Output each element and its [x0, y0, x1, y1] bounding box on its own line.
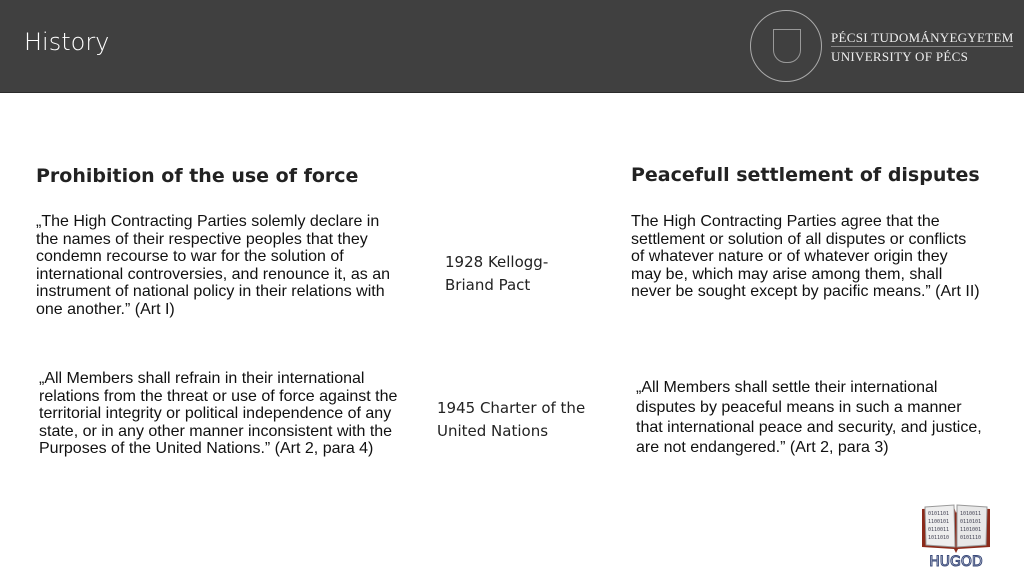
charter-settlement-quote: „All Members shall settle their international disputes by peaceful means in such a manner that international peace and security, and justice, are not endangered.” (Art 2, para 3) [636, 379, 982, 456]
kellogg-label: 1928 Kellogg-Briand Pact [445, 253, 549, 294]
svg-text:1011010: 1011010 [928, 535, 950, 541]
right-heading: Peacefull settlement of disputes [631, 164, 980, 186]
university-name-en: UNIVERSITY OF PÉCS [831, 49, 969, 64]
hugod-logo-text: HUGOD [929, 554, 983, 569]
svg-text:0110101: 0110101 [960, 519, 982, 525]
divider [831, 46, 1013, 47]
svg-text:0110011: 0110011 [928, 527, 950, 533]
svg-text:1101001: 1101001 [960, 527, 982, 533]
svg-text:0101101: 0101101 [928, 511, 950, 517]
charter-force-quote: „All Members shall refrain in their international relations from the threat or use of force against the territorial integrity or political independence of any state, or in any other manner inconsistent with the Purposes of the United Nations.” (Art 2, para 4) [39, 370, 398, 457]
left-heading: Prohibition of the use of force [36, 165, 359, 187]
university-seal-icon [750, 10, 822, 82]
svg-text:0101110: 0101110 [960, 535, 982, 541]
kellogg-settlement-quote: The High Contracting Parties agree that the settlement or solution of all disputes or conflicts of whatever nature or of whatever origin they may be, which may arise among them, shall never be sought except by pacific means.” (Art II) [631, 213, 980, 300]
svg-text:1010011: 1010011 [960, 511, 982, 517]
kellogg-force-quote: „The High Contracting Parties solemly declare in the names of their respective peoples that they condemn recourse to war for the solution of international controversies, and renounce it, as an instrument of national policy in their relations with one another.” (Art I) [36, 213, 390, 318]
university-name-hu: PÉCSI TUDOMÁNYEGYETEM [831, 30, 1014, 45]
hugod-book-logo [918, 503, 994, 569]
charter-label: 1945 Charter of the United Nations [437, 399, 586, 440]
svg-text:1100101: 1100101 [928, 519, 950, 525]
header-bar [0, 0, 1024, 93]
page-title: History [24, 28, 110, 56]
